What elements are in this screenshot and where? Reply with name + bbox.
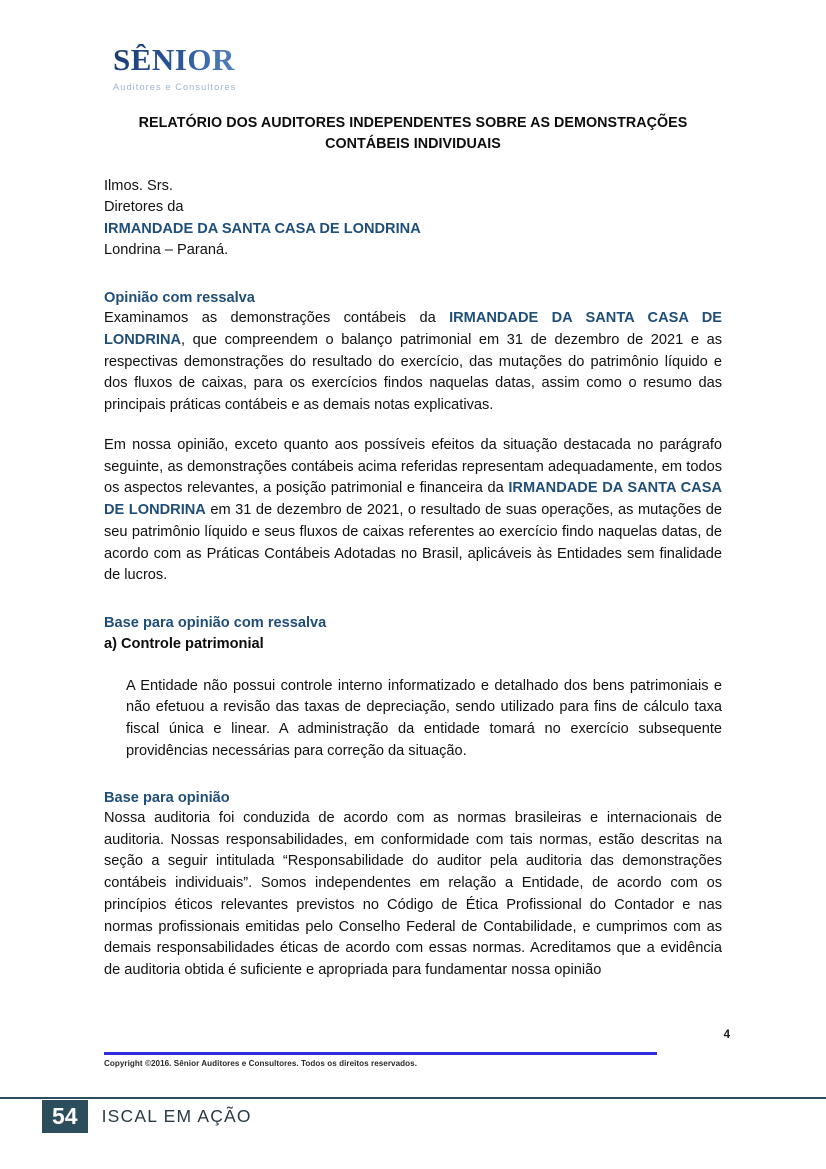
paragraph-opiniao-1 — [104, 308, 722, 417]
logo-tagline: Auditores e Consultores — [113, 81, 237, 92]
section-heading-opiniao-com-ressalva: Opinião com ressalva — [104, 289, 255, 306]
subsection-a-label: a) — [104, 636, 117, 653]
section-heading-base-opiniao-com-ressalva: Base para opinião com ressalva — [104, 614, 327, 631]
footer-divider — [104, 1052, 657, 1055]
subsection-a-title: Controle patrimonial — [121, 636, 264, 653]
copyright-notice: Copyright ©2016. Sênior Auditores e Consultores. Todos os direitos reservados. — [104, 1059, 417, 1068]
subsection-a-heading — [104, 634, 722, 655]
paragraph-controle-patrimonial: A Entidade não possui controle interno informatizado e detalhado dos bens patrimoniais e não efetuou a revisão das taxas de depreciação, sendo utilizado para fins de cálculo taxa fiscal única e linear. A administração da entidade tomará no exercício subsequente providências necessárias para correção da situação. — [126, 677, 722, 759]
addressee-role: Diretores da — [104, 199, 184, 216]
entity-mention: IRMANDADE DA SANTA CASA DE LONDRINA — [104, 310, 722, 348]
addressee-salutation: Ilmos. Srs. — [104, 178, 173, 194]
document-body — [104, 176, 722, 982]
bottom-bar-number: 54 — [42, 1100, 88, 1133]
paragraph-opiniao-2-text-a: Em nossa opinião, exceto quanto aos possíveis efeitos da situação destacada no parágrafo seguinte, as demonstrações contábeis acima referidas representam adequadamente, em todos os aspectos relevantes, a posição patrimonial e financeira da — [104, 436, 722, 497]
paragraph-opiniao-1-text-a: Examinamos as demonstrações contábeis da — [104, 310, 450, 327]
bottom-bar-label: ISCAL EM AÇÃO — [101, 1106, 252, 1126]
bottom-bar — [42, 1100, 252, 1133]
addressee-entity: IRMANDADE DA SANTA CASA DE LONDRINA — [104, 220, 421, 237]
addressee-block — [104, 176, 722, 262]
page-title — [104, 113, 722, 154]
entity-mention: IRMANDADE DA SANTA CASA DE LONDRINA — [104, 480, 722, 519]
paragraph-base-opiniao: Nossa auditoria foi conduzida de acordo com as normas brasileiras e internacionais de auditoria. Nossas responsabilidades, em conformidade com tais normas, estão descritas na seção a seguir intitulada “Responsabilidade do auditor pela auditoria das demonstrações contábeis individuais”. Somos independentes em relação a Entidade, de acordo com os princípios éticos relevantes previstos no Código de Ética Profissional do Contador e nas normas profissionais emitidas pelo Conselho Federal de Contabilidade, e cumprimos com as demais responsabilidades éticas de acordo com essas normas. Acreditamos que a evidência de auditoria obtida é suficiente e apropriada para fundamentar nossa opinião — [104, 809, 722, 979]
page-title-line-2: CONTÁBEIS INDIVIDUAIS — [325, 135, 501, 152]
addressee-city: Londrina – Paraná. — [104, 242, 229, 259]
paragraph-opiniao-2-text-b: em 31 de dezembro de 2021, o resultado de suas operações, as mutações de seu patrimônio líquido e seus fluxos de caixas referentes ao exercício findo naquelas datas, de acordo com as Práticas Contábeis Adotadas no Brasil, aplicáveis às Entidades sem finalidade de lucros. — [104, 502, 722, 584]
logo-wordmark: SÊNIOR — [113, 44, 333, 77]
paragraph-opiniao-2 — [104, 435, 722, 587]
paragraph-opiniao-1-text-b: , que compreendem o balanço patrimonial em 31 de dezembro de 2021 e as respectivas demonstrações do resultado do exercício, das mutações do patrimônio líquido e dos fluxos de caixas, para os exercícios findos naquelas datas, assim como o resumo das principais práticas contábeis e as demais notas explicativas. — [104, 331, 722, 414]
page-title-line-1: RELATÓRIO DOS AUDITORES INDEPENDENTES SOBRE AS DEMONSTRAÇÕES — [138, 115, 688, 131]
section-heading-base-opiniao: Base para opinião — [104, 789, 230, 806]
page-number: 4 — [723, 1029, 730, 1041]
bottom-divider — [0, 1097, 826, 1099]
company-logo — [113, 44, 333, 92]
